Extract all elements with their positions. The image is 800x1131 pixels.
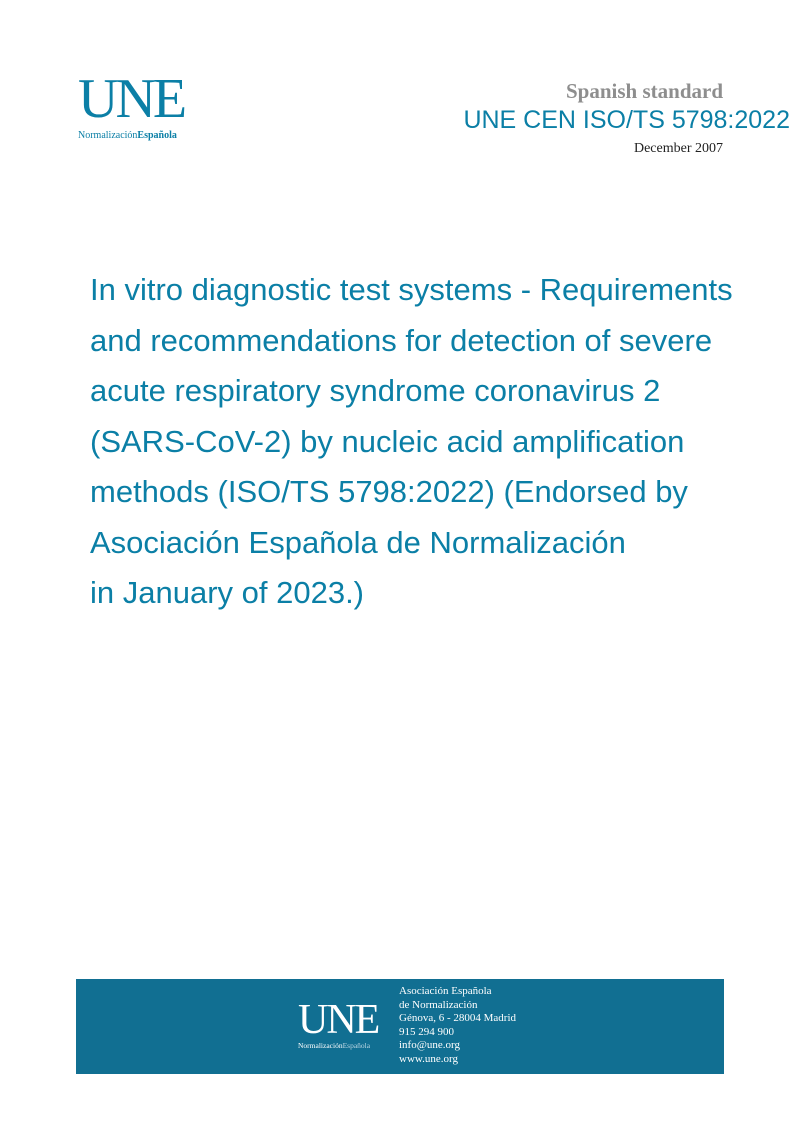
title-line: and recommendations for detection of severe bbox=[90, 322, 713, 358]
footer-address bbox=[399, 985, 516, 1067]
address-line: de Normalización bbox=[399, 998, 478, 1011]
footer-logo-subtitle-part2: Española bbox=[342, 1041, 371, 1050]
document-title bbox=[90, 265, 790, 619]
logo-subtitle bbox=[78, 130, 196, 141]
standard-id: UNE CEN ISO/TS 5798:2022 bbox=[463, 106, 790, 134]
footer-logo bbox=[298, 997, 388, 1050]
address-line: Génova, 6 - 28004 Madrid bbox=[399, 1012, 517, 1025]
footer-banner bbox=[76, 979, 724, 1074]
title-line: (SARS-CoV-2) by nucleic acid amplification bbox=[90, 423, 685, 459]
standard-date: December 2007 bbox=[633, 141, 723, 156]
logo-subtitle-part1: Normalización bbox=[78, 130, 138, 141]
title-line: methods (ISO/TS 5798:2022) (Endorsed by bbox=[90, 474, 688, 509]
title-line: acute respiratory syndrome coronavirus 2 bbox=[90, 373, 661, 408]
phone-number: 915 294 900 bbox=[399, 1025, 454, 1038]
logo-mark: UNE bbox=[78, 68, 185, 130]
address-line: Asociación Española bbox=[399, 985, 492, 997]
standard-header bbox=[323, 78, 790, 160]
une-logo bbox=[78, 68, 196, 144]
email-address: info@une.org bbox=[399, 1039, 460, 1052]
title-line: Asociación Española de Normalización bbox=[90, 524, 626, 560]
website-url: www.une.org bbox=[399, 1052, 458, 1065]
footer-logo-subtitle-part1: Normalización bbox=[298, 1041, 343, 1050]
standard-kind: Spanish standard bbox=[566, 79, 723, 103]
title-line: In vitro diagnostic test systems - Requirements bbox=[90, 272, 733, 307]
title-line: in January of 2023.) bbox=[90, 575, 365, 610]
footer-logo-mark: UNE bbox=[298, 997, 379, 1043]
logo-subtitle-part2: Española bbox=[137, 130, 177, 141]
